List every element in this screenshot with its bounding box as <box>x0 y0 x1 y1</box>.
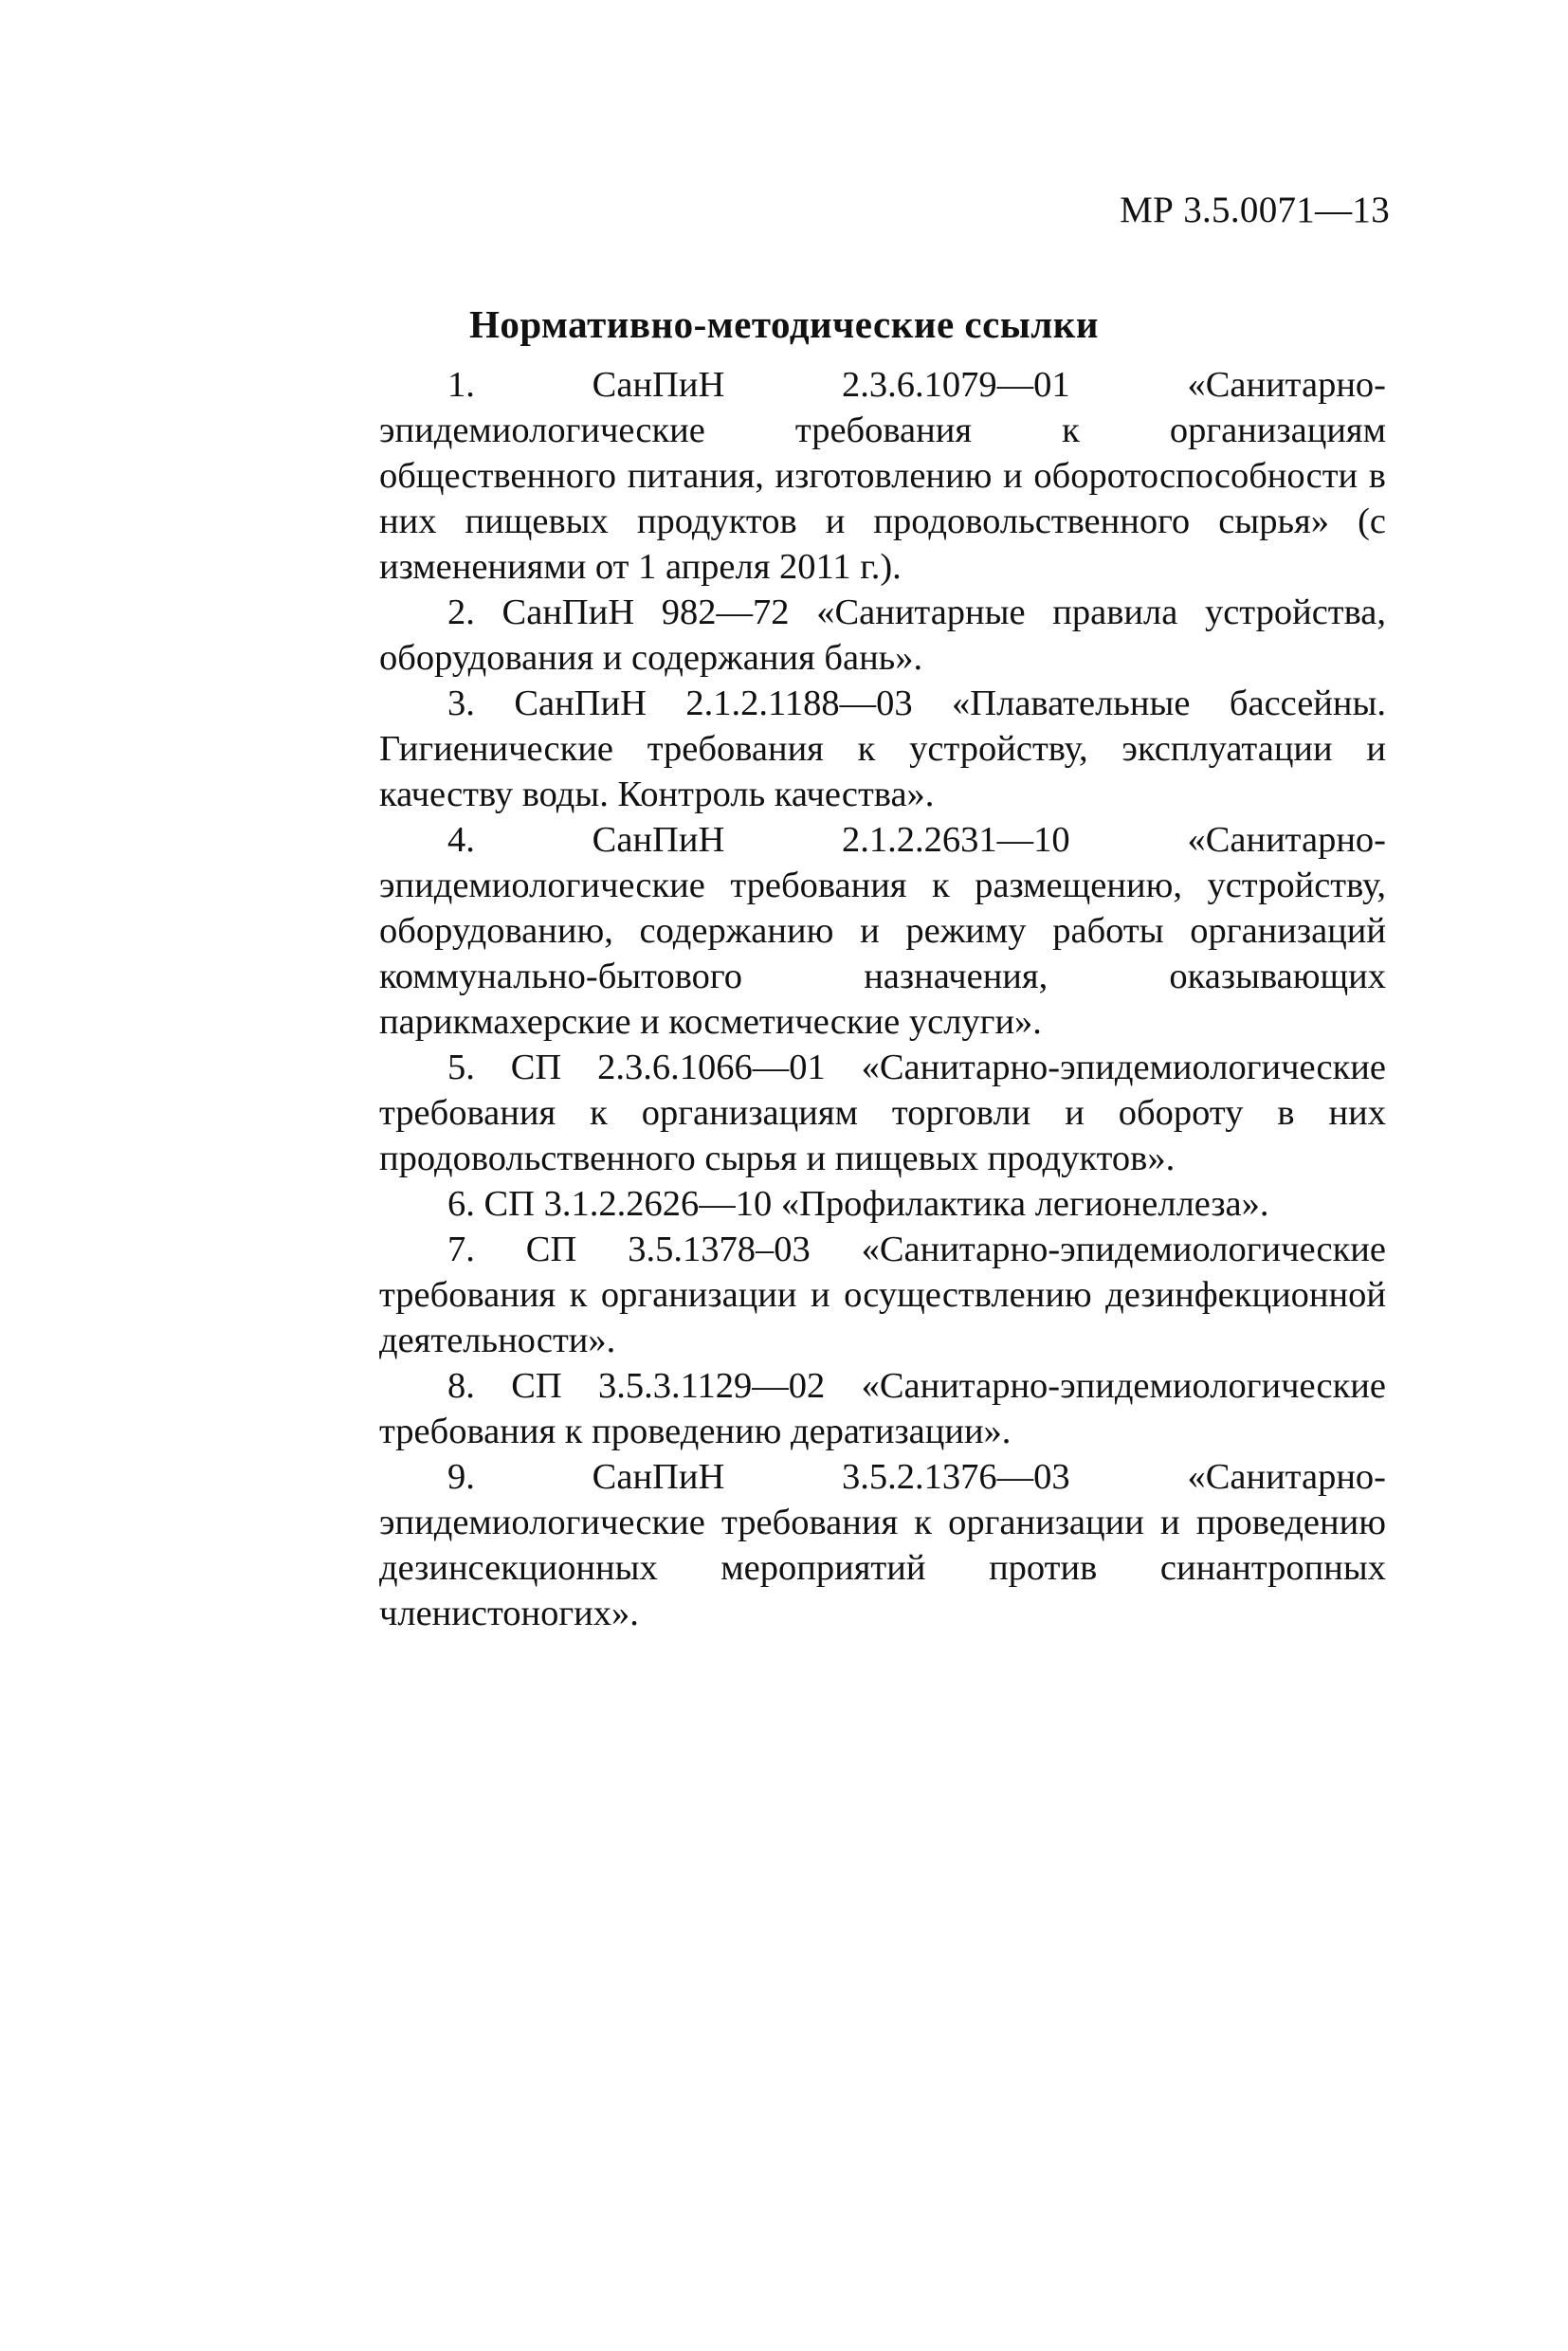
reference-item <box>379 1045 1386 1181</box>
reference-text: СанПиН 2.1.2.1188—03 «Плавательные бассейны. Гигиенические требования к устройству, эксплуатации и качеству воды. Контроль качества». <box>379 683 1386 814</box>
reference-text: СП 2.3.6.1066—01 «Санитарно-эпидемиологические требования к организациям торговли и обороту в них продовольственного сырья и пищевых продуктов». <box>379 1048 1386 1178</box>
reference-item <box>379 817 1386 1045</box>
reference-text: СП 3.5.1378–03 «Санитарно-эпидемиологические требования к организации и осуществлению дезинфекционной деятельности». <box>379 1230 1387 1360</box>
document-code: МР 3.5.0071—13 <box>1120 190 1390 230</box>
reference-item <box>379 1363 1386 1454</box>
reference-number: 6. <box>447 1184 475 1224</box>
reference-text: СанПиН 3.5.2.1376—03 «Санитарно-эпидемиологические требования к организации и проведению дезинсекционных мероприятий против синантропных членистоногих». <box>379 1457 1386 1633</box>
reference-number: 5. <box>447 1048 475 1087</box>
reference-number: 3. <box>447 683 475 723</box>
reference-text: СП 3.5.3.1129—02 «Санитарно-эпидемиологические требования к проведению дератизации». <box>379 1366 1386 1451</box>
reference-item <box>379 362 1386 590</box>
reference-number: 4. <box>447 820 475 860</box>
reference-item <box>379 1227 1386 1363</box>
reference-text: СанПиН 2.1.2.2631—10 «Санитарно-эпидемиологические требования к размещению, устройству, оборудованию, содержанию и режиму работы организаций коммунально-бытового назначения, оказывающих парикмахерские и косметические услуги». <box>379 820 1386 1042</box>
reference-number: 1. <box>447 365 475 405</box>
reference-number: 2. <box>447 592 475 632</box>
reference-text: СанПиН 982—72 «Санитарные правила устройства, оборудования и содержания бань». <box>379 592 1387 678</box>
reference-item <box>379 1454 1386 1636</box>
reference-item <box>379 590 1386 681</box>
reference-item <box>379 681 1386 817</box>
reference-item <box>379 1181 1386 1227</box>
reference-text: СП 3.1.2.2626—10 «Профилактика легионеллеза». <box>483 1184 1269 1224</box>
reference-list <box>379 362 1386 1636</box>
reference-number: 7. <box>447 1230 475 1269</box>
reference-text: СанПиН 2.3.6.1079—01 «Санитарно-эпидемиологические требования к организациям общественного питания, изготовлению и оборотоспособности в них пищевых продуктов и продовольственного сырья» (с изменениями от 1 апреля 2011 г.). <box>379 365 1386 587</box>
reference-number: 8. <box>447 1366 475 1406</box>
reference-number: 9. <box>447 1457 475 1497</box>
section-title: Нормативно-методические ссылки <box>468 302 1100 346</box>
